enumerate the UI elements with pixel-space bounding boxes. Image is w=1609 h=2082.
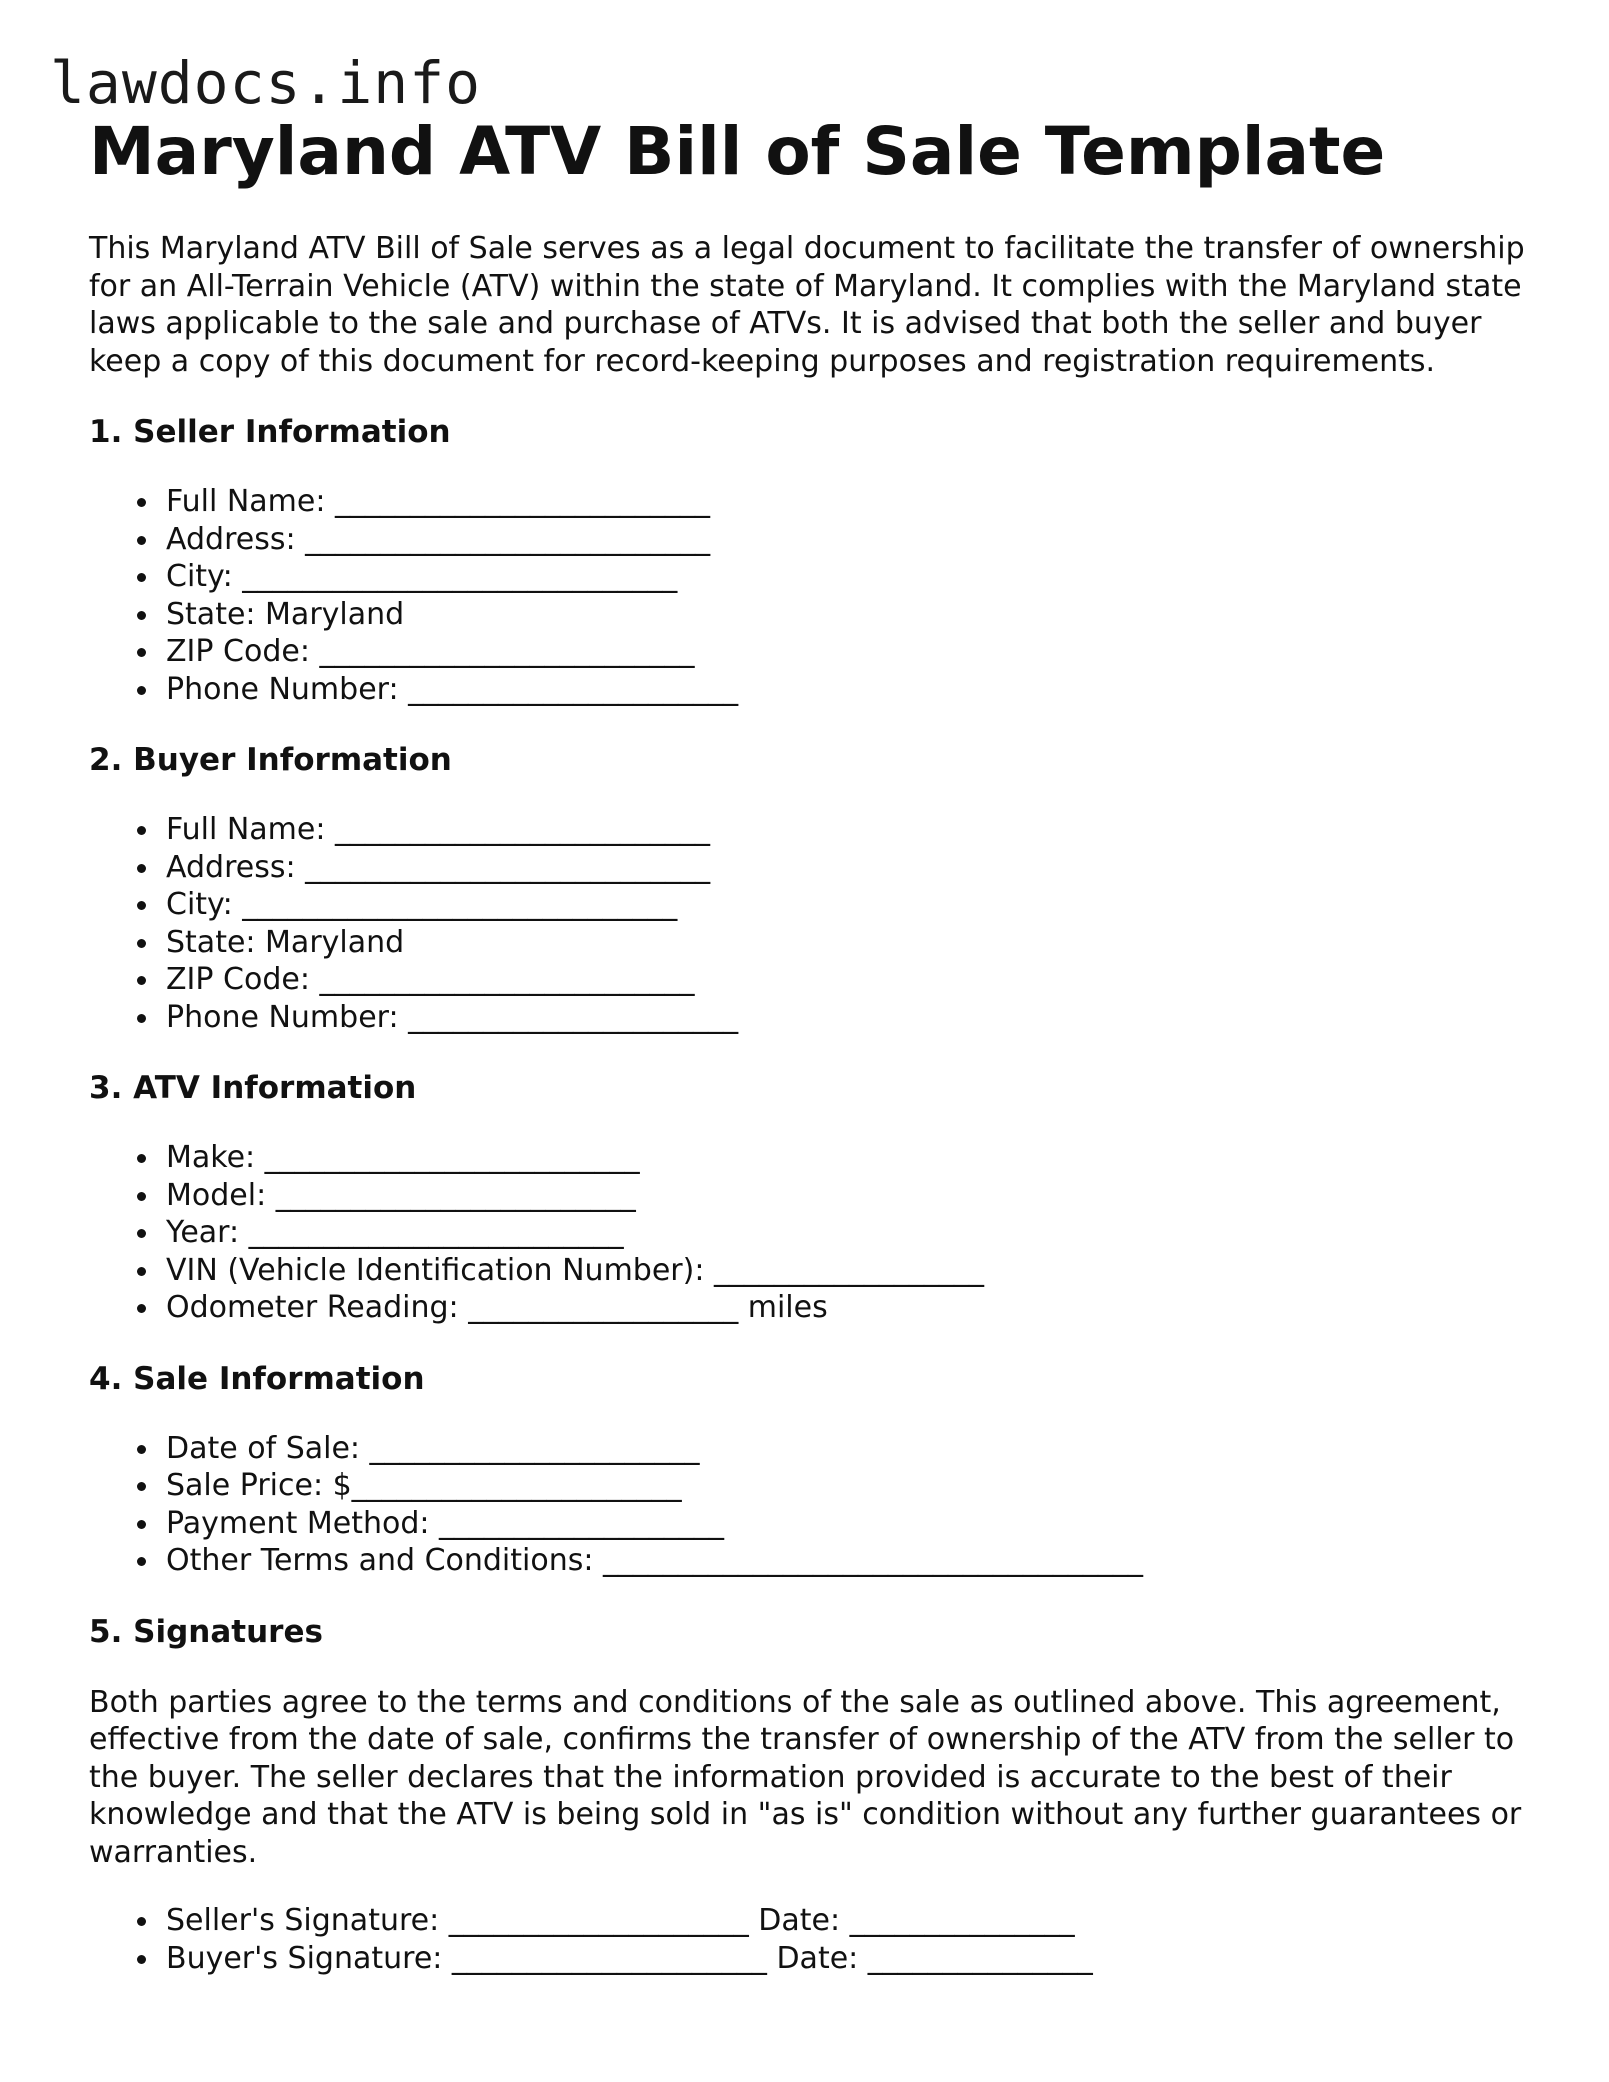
atv-fields [89, 1139, 1529, 1327]
sale-date: Date of Sale: ______________________ [166, 1430, 1529, 1468]
watermark-logo: lawdocs.info [50, 49, 482, 117]
seller-state: State: Maryland [166, 596, 1529, 634]
buyer-address: Address: ___________________________ [166, 849, 1529, 887]
buyer-phone: Phone Number: ______________________ [166, 999, 1529, 1037]
sale-fields [89, 1430, 1529, 1580]
buyer-zip: ZIP Code: _________________________ [166, 961, 1529, 999]
seller-zip: ZIP Code: _________________________ [166, 633, 1529, 671]
seller-fields [89, 483, 1529, 708]
intro-paragraph: This Maryland ATV Bill of Sale serves as a legal document to facilitate the transfer of ownership for an All-Terrain Vehicle (ATV) within the state of Maryland. It complies with the Maryland state laws applicable to the sale and purchase of ATVs. It is advised that both the seller and buyer keep a copy of this document for record-keeping purposes and registration requirements. [89, 231, 1525, 379]
signatures-paragraph: Both parties agree to the terms and conditions of the sale as outlined above. This agreement, effective from the date of sale, confirms the transfer of ownership of the ATV from the seller to the buyer. The seller declares that the information provided is accurate to the best of their knowledge and that the ATV is being sold in "as is" condition without any further guarantees or warranties. [89, 1684, 1522, 1870]
seller-address: Address: ___________________________ [166, 521, 1529, 559]
buyer-full-name: Full Name: _________________________ [166, 811, 1529, 849]
sale-other-terms: Other Terms and Conditions: ____________________________________ [166, 1542, 1529, 1580]
seller-phone: Phone Number: ______________________ [166, 671, 1529, 709]
signature-fields [89, 1902, 1529, 1977]
atv-model: Model: ________________________ [166, 1177, 1529, 1215]
signatures-heading: 5. Signatures [89, 1613, 323, 1650]
seller-full-name: Full Name: _________________________ [166, 483, 1529, 521]
atv-heading: 3. ATV Information [89, 1070, 417, 1106]
document-body [89, 112, 1529, 1977]
sale-heading: 4. Sale Information [89, 1360, 425, 1397]
atv-odometer: Odometer Reading: __________________ miles [166, 1289, 1529, 1327]
atv-make: Make: _________________________ [166, 1139, 1529, 1177]
buyer-city: City: _____________________________ [166, 886, 1529, 924]
buyer-heading: 2. Buyer Information [89, 742, 452, 778]
sale-payment-method: Payment Method: ___________________ [166, 1505, 1529, 1543]
buyer-state: State: Maryland [166, 924, 1529, 962]
sale-price: Sale Price: $______________________ [166, 1467, 1529, 1505]
buyer-fields [89, 811, 1529, 1036]
buyer-signature-line: Buyer's Signature: _____________________ Date: _______________ [166, 1940, 1529, 1978]
seller-signature-line: Seller's Signature: ____________________ Date: _______________ [166, 1902, 1529, 1940]
document-title: Maryland ATV Bill of Sale Template [89, 113, 1386, 190]
atv-year: Year: _________________________ [166, 1214, 1529, 1252]
atv-vin: VIN (Vehicle Identification Number): __________________ [166, 1252, 1529, 1290]
seller-heading: 1. Seller Information [89, 414, 451, 450]
seller-city: City: _____________________________ [166, 558, 1529, 596]
